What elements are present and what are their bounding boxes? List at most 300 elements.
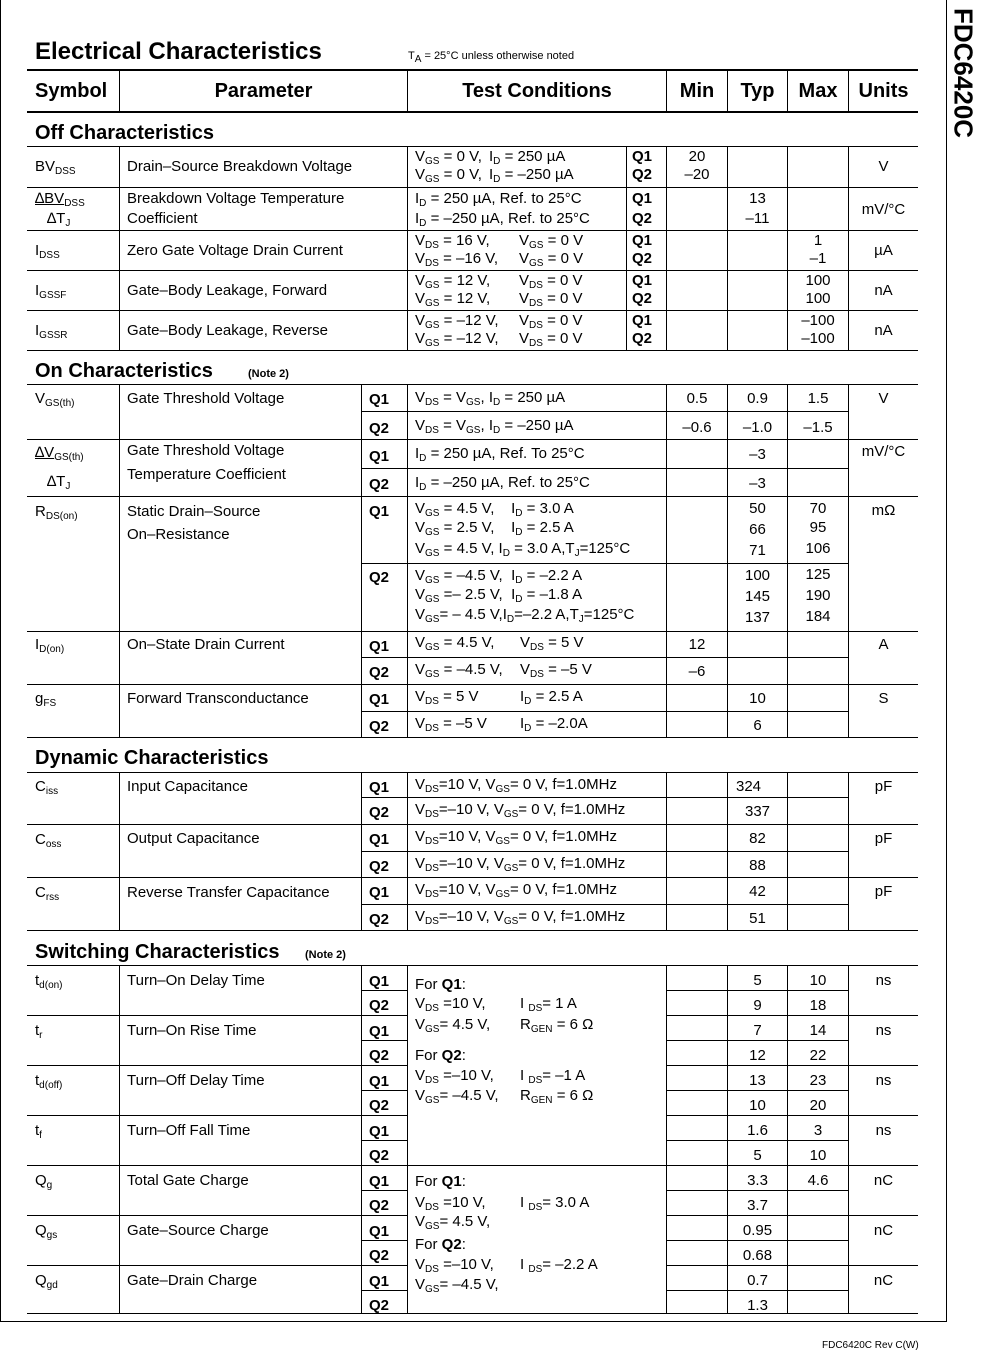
- cond-bvdss-q1: $V_{GS} = 0$ V,: [415, 148, 482, 167]
- device-q1: Q1: [369, 1173, 390, 1190]
- param-dvgs-line1: Gate Threshold Voltage: [127, 442, 285, 459]
- row-rule: [666, 1140, 848, 1141]
- max-switch-q1-1: 14: [809, 1022, 827, 1039]
- col-rule: [407, 966, 408, 1313]
- typ-switch-q2-3: 5: [753, 1147, 762, 1164]
- device-q2: Q2: [369, 1097, 390, 1114]
- units-idon: A: [878, 636, 889, 653]
- device-q1: Q1: [369, 503, 390, 520]
- row-rule: [666, 1215, 918, 1216]
- row-rule: [27, 877, 918, 878]
- max-idss-q1: 1: [813, 232, 823, 249]
- units-bvdss: V: [878, 158, 889, 175]
- typ-crss-q1: 42: [749, 883, 766, 900]
- cond-charge-q1-ids: I $_{DS}$= 3.0 A: [520, 1194, 590, 1213]
- typ-gfs-q2: 6: [753, 717, 762, 734]
- param-switch-3: Turn–Off Fall Time: [127, 1122, 251, 1139]
- units-switch-3: ns: [875, 1122, 892, 1139]
- units-switch-0: ns: [875, 972, 892, 989]
- typ-dbv-q1: 13: [749, 190, 766, 207]
- typ-switch-q2-0: 9: [753, 997, 762, 1014]
- max-rdson-q1-3: 106: [805, 540, 831, 557]
- cond-coss-q2: $V_{DS}=-10$ V, $V_{GS}= 0$ V, f=1.0MHz: [415, 855, 626, 874]
- max-switch-q1-3: 3: [813, 1122, 823, 1139]
- cond-charge-for-q2: For Q2:: [415, 1236, 466, 1253]
- typ-coss-q2: 88: [749, 857, 766, 874]
- cond-igssr-q2-vds: $V_{DS} = 0$ V: [519, 330, 583, 349]
- typ-rdson-q1-3: 71: [749, 542, 766, 559]
- typ-vgsth-q1: 0.9: [747, 390, 768, 407]
- units-idss: µA: [874, 242, 893, 259]
- param-switch-4: Total Gate Charge: [127, 1172, 249, 1189]
- device-q2: Q2: [632, 250, 653, 267]
- device-q1: Q1: [632, 190, 653, 207]
- row-rule: [666, 1265, 918, 1266]
- row-rule: [361, 904, 848, 905]
- device-q1: Q1: [369, 691, 390, 708]
- row-rule: [666, 1115, 918, 1116]
- device-q1: Q1: [369, 638, 390, 655]
- device-q2: Q2: [369, 997, 390, 1014]
- device-q2: Q2: [369, 804, 390, 821]
- max-rdson-q2-1: 125: [805, 566, 831, 583]
- cond-igssr-q1-vds: $V_{DS} = 0$ V: [519, 312, 583, 331]
- units-rdson: mΩ: [871, 502, 896, 519]
- typ-ciss-q2: 337: [744, 803, 771, 820]
- cond-igssr-q2: $V_{GS} = -12$ V,: [415, 330, 499, 349]
- param-ciss: Input Capacitance: [127, 778, 248, 795]
- cond-switch-q2-rgen: $R_{GEN} = 6$ Ω: [520, 1087, 594, 1106]
- col-rule: [666, 385, 667, 737]
- row-rule: [27, 930, 918, 931]
- typ-rdson-q1-1: 50: [749, 500, 766, 517]
- units-switch-1: ns: [875, 1022, 892, 1039]
- row-rule: [361, 657, 848, 658]
- cond-bvdss-q2: $V_{GS} = 0$ V,: [415, 166, 482, 185]
- max-idss-q2: –1: [809, 250, 827, 267]
- row-rule: [27, 350, 918, 351]
- cond-switch-q2-ids: I $_{DS}$= –1 A: [520, 1067, 586, 1086]
- device-q2: Q2: [369, 1297, 390, 1314]
- units-vgsth: V: [878, 390, 889, 407]
- col-rule: [666, 773, 667, 930]
- device-q1: Q1: [369, 391, 390, 408]
- cond-igssf-q1-vds: $V_{DS} = 0$ V: [519, 272, 583, 291]
- row-rule: [361, 711, 848, 712]
- cond-gfs-q2: $V_{DS} = -5$ V: [415, 715, 487, 734]
- device-q2: Q2: [369, 420, 390, 437]
- param-dbv-line2: Coefficient: [127, 210, 198, 227]
- cond-switch-q1-rgen: $R_{GEN} = 6$ Ω: [520, 1016, 594, 1035]
- row-rule: [27, 270, 918, 271]
- symbol-switch-2: $t_{d(off)}$: [35, 1072, 63, 1091]
- cond-rdson-q2-line1: $V_{GS} = -4.5$ V, $I_D = -2.2$ A: [415, 567, 583, 586]
- row-rule: [361, 797, 848, 798]
- cond-switch-q1-ids: I $_{DS}$= 1 A: [520, 995, 577, 1014]
- row-rule: [27, 1065, 407, 1066]
- cond-igssf-q2: $V_{GS} = 12$ V,: [415, 290, 491, 309]
- row-rule: [666, 1240, 848, 1241]
- max-rdson-q1-2: 95: [809, 519, 827, 536]
- min-idon-q1: 12: [688, 636, 706, 653]
- device-q2: Q2: [369, 1047, 390, 1064]
- symbol-delta-tj: $\Delta T_J$: [47, 473, 71, 492]
- units-switch-5: nC: [873, 1222, 894, 1239]
- symbol-switch-6: $Q_{gd}$: [35, 1272, 58, 1291]
- col-rule: [727, 385, 728, 737]
- param-rdson-line1: Static Drain–Source: [127, 503, 261, 520]
- device-q2: Q2: [632, 290, 653, 307]
- page-frame-right: [946, 0, 947, 1322]
- cond-charge-for-q1: For Q1:: [415, 1173, 466, 1190]
- typ-switch-q1-5: 0.95: [742, 1222, 773, 1239]
- max-rdson-q2-3: 184: [805, 608, 831, 625]
- device-q1: Q1: [369, 779, 390, 796]
- row-rule: [666, 990, 848, 991]
- cond-charge-q1-vds: $V_{DS} =10$ V,: [415, 1194, 486, 1213]
- header-parameter: Parameter: [214, 80, 313, 102]
- device-q1: Q1: [369, 448, 390, 465]
- typ-coss-q1: 82: [749, 830, 766, 847]
- cond-switch-for-q1: For Q1:: [415, 976, 466, 993]
- typ-switch-q1-0: 5: [753, 972, 762, 989]
- cond-charge-q1-vgs: $V_{GS}= 4.5$ V,: [415, 1213, 491, 1232]
- param-rdson-line2: On–Resistance: [127, 526, 230, 543]
- symbol-rdson: $R_{DS(on)}$: [35, 503, 78, 522]
- device-q2: Q2: [369, 664, 390, 681]
- max-switch-q1-2: 23: [809, 1072, 827, 1089]
- units-switch-4: nC: [873, 1172, 894, 1189]
- min-idon-q2: –6: [688, 663, 706, 680]
- min-vgsth-q1: 0.5: [686, 390, 708, 407]
- units-crss: pF: [874, 883, 893, 900]
- typ-rdson-q1-2: 66: [749, 521, 766, 538]
- row-rule: [666, 1065, 918, 1066]
- device-q1: Q1: [632, 232, 653, 249]
- typ-rdson-q2-2: 145: [744, 588, 771, 605]
- typ-gfs-q1: 10: [749, 690, 766, 707]
- header-max: Max: [798, 80, 838, 102]
- units-dbv: mV/°C: [861, 201, 906, 218]
- units-igssr: nA: [874, 322, 893, 339]
- header-typ: Typ: [740, 80, 775, 102]
- min-vgsth-q2: –0.6: [682, 419, 712, 436]
- cond-rdson-q1-line1: $V_{GS} = 4.5$ V, $I_D = 3.0$ A: [415, 500, 574, 519]
- min-bvdss-q2: –20: [684, 166, 710, 183]
- device-q1: Q1: [369, 1073, 390, 1090]
- device-q2: Q2: [369, 858, 390, 875]
- cond-rdson-q1-line3: $V_{GS} = 4.5$ V, $I_D = 3.0$ $A,T_J=125^\circ C$: [415, 540, 631, 559]
- row-rule: [666, 1040, 848, 1041]
- max-igssf-q2: 100: [805, 290, 831, 307]
- symbol-delta-vgsth: $\Delta V_{GS(th)}$: [35, 444, 84, 463]
- symbol-switch-3: $t_f$: [35, 1122, 42, 1141]
- device-q2: Q2: [632, 330, 653, 347]
- param-vgsth: Gate Threshold Voltage: [127, 390, 285, 407]
- typ-switch-q1-4: 3.3: [747, 1172, 768, 1189]
- row-rule: [27, 1015, 407, 1016]
- max-vgsth-q1: 1.5: [807, 390, 829, 407]
- row-rule: [27, 384, 918, 385]
- section-dynamic-characteristics: Dynamic Characteristics: [35, 747, 269, 769]
- temperature-note: $T_A = 25^\circ C$ unless otherwise noted: [408, 50, 575, 65]
- col-rule: [407, 385, 408, 737]
- page-frame-left: [0, 0, 1, 1322]
- footer-revision: FDC6420C Rev C(W): [822, 1340, 919, 1351]
- max-switch-q2-2: 20: [809, 1097, 827, 1114]
- device-q1: Q1: [369, 1123, 390, 1140]
- device-q2: Q2: [369, 911, 390, 928]
- cond-switch-q1-vgs: $V_{GS}= 4.5$ V,: [415, 1016, 491, 1035]
- symbol-vgsth: $V_{GS(th)}$: [35, 390, 75, 409]
- row-rule: [361, 411, 848, 412]
- typ-rdson-q2-3: 137: [744, 609, 771, 626]
- row-rule: [27, 439, 918, 440]
- param-dbv-line1: Breakdown Voltage Temperature: [127, 190, 345, 207]
- row-rule: [27, 187, 918, 188]
- cond-igssf-q2-vds: $V_{DS} = 0$ V: [519, 290, 583, 309]
- param-switch-6: Gate–Drain Charge: [127, 1272, 258, 1289]
- param-crss: Reverse Transfer Capacitance: [127, 884, 330, 901]
- cond-charge-q2-ids: I $_{DS}$= –2.2 A: [520, 1256, 598, 1275]
- param-switch-0: Turn–On Delay Time: [127, 972, 265, 989]
- device-q1: Q1: [369, 1023, 390, 1040]
- col-rule: [119, 773, 120, 930]
- param-gfs: Forward Transconductance: [127, 690, 309, 707]
- typ-switch-q2-5: 0.68: [742, 1247, 773, 1264]
- cond-dvgs-q2: $I_D = -250$ µA, Ref. to 25°C: [415, 474, 590, 493]
- cond-ciss-q2: $V_{DS}=-10$ V, $V_{GS}= 0$ V, f=1.0MHz: [415, 801, 626, 820]
- row-rule: [361, 563, 848, 564]
- row-rule: [666, 1015, 918, 1016]
- device-q1: Q1: [632, 272, 653, 289]
- symbol-ciss: $C_{iss}$: [35, 778, 59, 797]
- col-rule: [119, 385, 120, 737]
- col-rule: [727, 773, 728, 930]
- row-rule: [27, 1215, 407, 1216]
- cond-dbv-q2: $I_D = -250$ µA, Ref. to 25°C: [415, 210, 590, 229]
- max-rdson-q1-1: 70: [809, 500, 827, 517]
- device-q1: Q1: [632, 148, 653, 165]
- row-rule: [27, 772, 918, 773]
- units-ciss: pF: [874, 778, 893, 795]
- typ-vgsth-q2: –1.0: [742, 419, 773, 436]
- col-rule: [626, 147, 627, 350]
- header-units: Units: [858, 80, 909, 102]
- cond-idon-q2-vds: $V_{DS} = -5$ V: [520, 661, 592, 680]
- device-q2: Q2: [632, 210, 653, 227]
- row-rule: [666, 1190, 848, 1191]
- units-gfs: S: [878, 690, 889, 707]
- col-rule: [361, 966, 362, 1313]
- header-bottom-rule: [27, 111, 918, 113]
- row-rule: [666, 1090, 848, 1091]
- cond-idss-q2-vgs: $V_{GS} = 0$ V: [519, 250, 584, 269]
- row-rule: [27, 824, 918, 825]
- param-switch-5: Gate–Source Charge: [127, 1222, 269, 1239]
- typ-switch-q2-2: 10: [749, 1097, 766, 1114]
- col-rule: [666, 966, 667, 1313]
- device-q1: Q1: [632, 312, 653, 329]
- row-rule: [361, 851, 848, 852]
- typ-switch-q2-1: 12: [749, 1047, 766, 1064]
- col-rule: [787, 773, 788, 930]
- units-coss: pF: [874, 830, 893, 847]
- cond-switch-q2-vgs: $V_{GS}= -4.5$ V,: [415, 1087, 499, 1106]
- param-coss: Output Capacitance: [127, 830, 260, 847]
- max-igssr-q1: –100: [801, 312, 835, 329]
- max-vgsth-q2: –1.5: [803, 419, 833, 436]
- cond-switch-q1-vds: $V_{DS} =10$ V,: [415, 995, 486, 1014]
- symbol-igssr: $I_{GSSR}$: [35, 322, 68, 341]
- max-switch-q1-4: 4.6: [807, 1172, 829, 1189]
- row-rule: [27, 631, 918, 632]
- units-igssf: nA: [874, 282, 893, 299]
- max-switch-q1-0: 10: [809, 972, 827, 989]
- device-q1: Q1: [369, 884, 390, 901]
- typ-switch-q2-6: 1.3: [747, 1297, 768, 1314]
- param-dvgs-line2: Temperature Coefficient: [127, 466, 286, 483]
- typ-dbv-q2: –11: [745, 210, 770, 227]
- symbol-delta-bvdss: $\Delta BV_{DSS}$: [35, 190, 85, 209]
- device-q2: Q2: [369, 476, 390, 493]
- section-switching-characteristics: Switching Characteristics: [35, 941, 280, 963]
- device-q2: Q2: [369, 569, 390, 586]
- device-q1: Q1: [369, 1223, 390, 1240]
- cond-gfs-q1: $V_{DS} = 5$ V: [415, 688, 479, 707]
- cond-coss-q1: $V_{DS}=10$ V, $V_{GS}= 0$ V, f=1.0MHz: [415, 828, 617, 847]
- param-idon: On–State Drain Current: [127, 636, 285, 653]
- symbol-switch-4: $Q_g$: [35, 1172, 53, 1191]
- cond-idon-q1-vds: $V_{DS} = 5$ V: [520, 634, 584, 653]
- device-q1: Q1: [369, 1273, 390, 1290]
- typ-rdson-q2-1: 100: [744, 567, 771, 584]
- cond-igssf-q1: $V_{GS} = 12$ V,: [415, 272, 491, 291]
- col-rule: [119, 147, 120, 350]
- device-q1: Q1: [369, 973, 390, 990]
- cond-gfs-q1-id: $I_D = 2.5$ A: [520, 688, 583, 707]
- cond-dvgs-q1: $I_D = 250$ µA, Ref. To 25°C: [415, 445, 585, 464]
- cond-crss-q2: $V_{DS}=-10$ V, $V_{GS}= 0$ V, f=1.0MHz: [415, 908, 626, 927]
- max-switch-q2-1: 22: [809, 1047, 827, 1064]
- device-q1: Q1: [369, 831, 390, 848]
- typ-dvgs-q1: –3: [749, 446, 766, 463]
- col-rule: [361, 773, 362, 930]
- row-rule: [27, 310, 918, 311]
- on-note: (Note 2): [248, 368, 289, 380]
- cond-dbv-q1: $I_D = 250$ µA, Ref. to 25°C: [415, 190, 582, 209]
- min-bvdss-q1: 20: [688, 148, 706, 165]
- cond-igssr-q1: $V_{GS} = -12$ V,: [415, 312, 499, 331]
- part-number: FDC6420C: [948, 8, 979, 139]
- param-igssf: Gate–Body Leakage, Forward: [127, 282, 328, 299]
- header-min: Min: [679, 80, 715, 102]
- param-switch-1: Turn–On Rise Time: [127, 1022, 257, 1039]
- cond-idss-q1: $V_{DS} = 16$ V,: [415, 232, 490, 251]
- max-switch-q2-3: 10: [809, 1147, 827, 1164]
- symbol-switch-1: $t_r$: [35, 1022, 43, 1041]
- section-on-characteristics: On Characteristics: [35, 360, 213, 382]
- row-rule: [27, 1115, 407, 1116]
- typ-ciss-q1: 324: [736, 778, 762, 795]
- header-symbol: Symbol: [35, 80, 108, 102]
- header-top-rule: [27, 69, 918, 71]
- typ-switch-q1-1: 7: [753, 1022, 762, 1039]
- col-rule: [407, 147, 408, 350]
- cond-vgsth-q1: $V_{DS} = V_{GS}$, $I_D = 250$ µA: [415, 389, 566, 408]
- part-number-side-title: [940, 8, 986, 158]
- max-switch-q2-0: 18: [809, 997, 827, 1014]
- cond-rdson-q2-line2: $V_{GS} =- 2.5$ V, $I_D = -1.8$ A: [415, 586, 583, 605]
- device-q2: Q2: [369, 1197, 390, 1214]
- col-rule: [407, 773, 408, 930]
- typ-switch-q1-6: 0.7: [747, 1272, 768, 1289]
- col-rule: [361, 385, 362, 737]
- param-bvdss: Drain–Source Breakdown Voltage: [127, 158, 353, 175]
- cond-vgsth-q2: $V_{DS} = V_{GS}$, $I_D = -250$ µA: [415, 417, 574, 436]
- cond-bvdss-q1-id: $I_D = 250$ µA: [489, 148, 566, 167]
- symbol-crss: $C_{rss}$: [35, 884, 60, 903]
- cond-charge-q2-vds: $V_{DS} =-10$ V,: [415, 1256, 494, 1275]
- row-rule: [27, 684, 918, 685]
- cond-bvdss-q2-id: $I_D = -250$ µA: [489, 166, 574, 185]
- param-idss: Zero Gate Voltage Drain Current: [127, 242, 343, 259]
- col-rule: [727, 147, 728, 350]
- page-frame-bottom: [0, 1321, 947, 1322]
- cond-idon-q1: $V_{GS} = 4.5$ V,: [415, 634, 495, 653]
- switching-note: (Note 2): [305, 949, 346, 961]
- cond-idon-q2: $V_{GS} = -4.5$ V,: [415, 661, 503, 680]
- typ-dvgs-q2: –3: [749, 475, 766, 492]
- max-igssf-q1: 100: [805, 272, 831, 289]
- row-rule: [27, 965, 918, 966]
- cond-idss-q2: $V_{DS} = -16$ V,: [415, 250, 499, 269]
- symbol-idss: $I_{DSS}$: [35, 242, 60, 261]
- col-rule: [787, 385, 788, 737]
- page-title: Electrical Characteristics: [35, 38, 322, 65]
- cond-idss-q1-vgs: $V_{GS} = 0$ V: [519, 232, 584, 251]
- symbol-igssf: $I_{GSSF}$: [35, 282, 67, 301]
- cond-switch-q2-vds: $V_{DS} =-10$ V,: [415, 1067, 494, 1086]
- row-rule: [27, 737, 918, 738]
- col-rule: [848, 773, 849, 930]
- typ-switch-q2-4: 3.7: [747, 1197, 768, 1214]
- max-igssr-q2: –100: [801, 330, 835, 347]
- symbol-bvdss: $BV_{DSS}$: [35, 158, 76, 177]
- symbol-switch-5: $Q_{gs}$: [35, 1222, 58, 1241]
- row-rule: [27, 230, 918, 231]
- param-switch-2: Turn–Off Delay Time: [127, 1072, 265, 1089]
- row-rule: [27, 1165, 918, 1166]
- symbol-gfs: $g_{FS}$: [35, 690, 57, 709]
- symbol-delta-tj: $\Delta T_J$: [47, 210, 71, 229]
- max-rdson-q2-2: 190: [805, 587, 831, 604]
- units-switch-2: ns: [875, 1072, 892, 1089]
- units-dvgs: mV/°C: [861, 443, 906, 460]
- cond-rdson-q2-line3: $V_{GS}= - 4.5$ $V,I_D=-2.2$ $A,T_J=125^\circ C$: [415, 606, 635, 625]
- symbol-switch-0: $t_{d(on)}$: [35, 972, 63, 991]
- cond-gfs-q2-id: $I_D = -2.0A$: [520, 715, 588, 734]
- param-igssr: Gate–Body Leakage, Reverse: [127, 322, 328, 339]
- cond-ciss-q1: $V_{DS}=10$ V, $V_{GS}= 0$ V, f=1.0MHz: [415, 776, 617, 795]
- col-rule: [848, 385, 849, 737]
- device-q2: Q2: [369, 718, 390, 735]
- cond-switch-for-q2: For Q2:: [415, 1047, 466, 1064]
- typ-switch-q1-3: 1.6: [747, 1122, 768, 1139]
- row-rule: [666, 1290, 848, 1291]
- header-test-conditions: Test Conditions: [462, 80, 612, 102]
- device-q2: Q2: [632, 166, 653, 183]
